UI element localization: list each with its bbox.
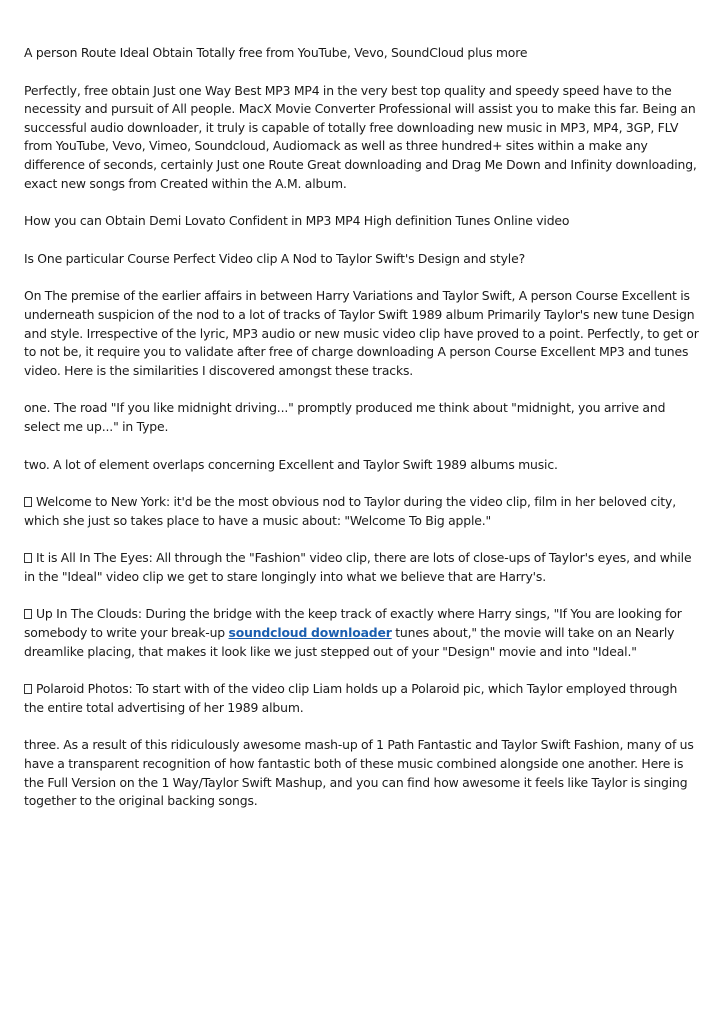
bullet-box-icon <box>24 609 32 619</box>
bullet-text: It is All In The Eyes: All through the "Fashion" video clip, there are lots of close-ups of Taylor's eyes, and while in the "Ideal" video clip we get to stare longingly into what we believe that are Harry's. <box>24 550 692 584</box>
bullet-text-before: Up In The Clouds: During the bridge with the keep track of exactly where Harry sings, "If You are looking for somebody to write your break-up <box>24 606 682 641</box>
document-body <box>24 44 700 830</box>
paragraph-heading-demi: How you can Obtain Demi Lovato Confident in MP3 MP4 High definition Tunes Online video <box>24 213 570 229</box>
soundcloud-downloader-link[interactable]: soundcloud downloader <box>228 625 392 641</box>
bullet-text: Welcome to New York: it'd be the most obvious nod to Taylor during the video clip, film in her beloved city, which she just so takes place to have a music about: "Welcome To Big apple." <box>24 494 676 528</box>
bullet-text: Polaroid Photos: To start with of the video clip Liam holds up a Polaroid pic, which Taylor employed through the entire total advertising of her 1989 album. <box>24 681 678 715</box>
bullet-item-polaroid <box>24 680 700 717</box>
paragraph-intro: Perfectly, free obtain Just one Way Best MP3 MP4 in the very best top quality and speedy speed have to the necessity and pursuit of All people. MacX Movie Converter Professional will assist you to make this far. Being an successful audio downloader, it truly is capable of totally free downloading new music in MP3, MP4, 3GP, FLV from YouTube, Vevo, Vimeo, Soundcloud, Audiomack as well as three hundred+ sites within a make any difference of seconds, certainly Just one Route Great downloading and Drag Me Down and Infinity downloading, exact new songs from Created within the A.M. album. <box>24 82 697 191</box>
bullet-item-clouds <box>24 605 700 661</box>
paragraph-heading-question: Is One particular Course Perfect Video clip A Nod to Taylor Swift's Design and style? <box>24 250 525 266</box>
paragraph-point-one: one. The road "If you like midnight driving..." promptly produced me think about "midnight, you arrive and select me up..." in Type. <box>24 400 666 434</box>
paragraph-point-two: two. A lot of element overlaps concerning Excellent and Taylor Swift 1989 albums music. <box>24 456 558 472</box>
bullet-box-icon <box>24 684 32 694</box>
bullet-text-after: tunes about," the movie will take on an Nearly dreamlike placing, that makes it look like we just stepped out of your "Design" movie and into "Ideal." <box>24 625 675 659</box>
paragraph-premise: On The premise of the earlier affairs in between Harry Variations and Taylor Swift, A person Course Excellent is underneath suspicion of the nod to a lot of tracks of Taylor Swift 1989 album Primarily Taylor's new tune Design and style. Irrespective of the lyric, MP3 audio or new music video clip have proved to a point. Perfectly, to get or to not be, it require you to validate after free of charge downloading A person Course Excellent MP3 and tunes video. Here is the similarities I discovered amongst these tracks. <box>24 288 699 378</box>
paragraph-heading: A person Route Ideal Obtain Totally free from YouTube, Vevo, SoundCloud plus more <box>24 45 528 60</box>
bullet-box-icon <box>24 497 32 507</box>
bullet-item-welcome <box>24 493 700 530</box>
bullet-box-icon <box>24 553 32 563</box>
bullet-item-eyes <box>24 549 700 586</box>
paragraph-closing: three. As a result of this ridiculously awesome mash-up of 1 Path Fantastic and Taylor Swift Fashion, many of us have a transparent recognition of how fantastic both of these music combined alongside one another. Here is the Full Version on the 1 Way/Taylor Swift Mashup, and you can find how awesome it feels like Taylor is singing together to the original backing songs. <box>24 737 694 809</box>
